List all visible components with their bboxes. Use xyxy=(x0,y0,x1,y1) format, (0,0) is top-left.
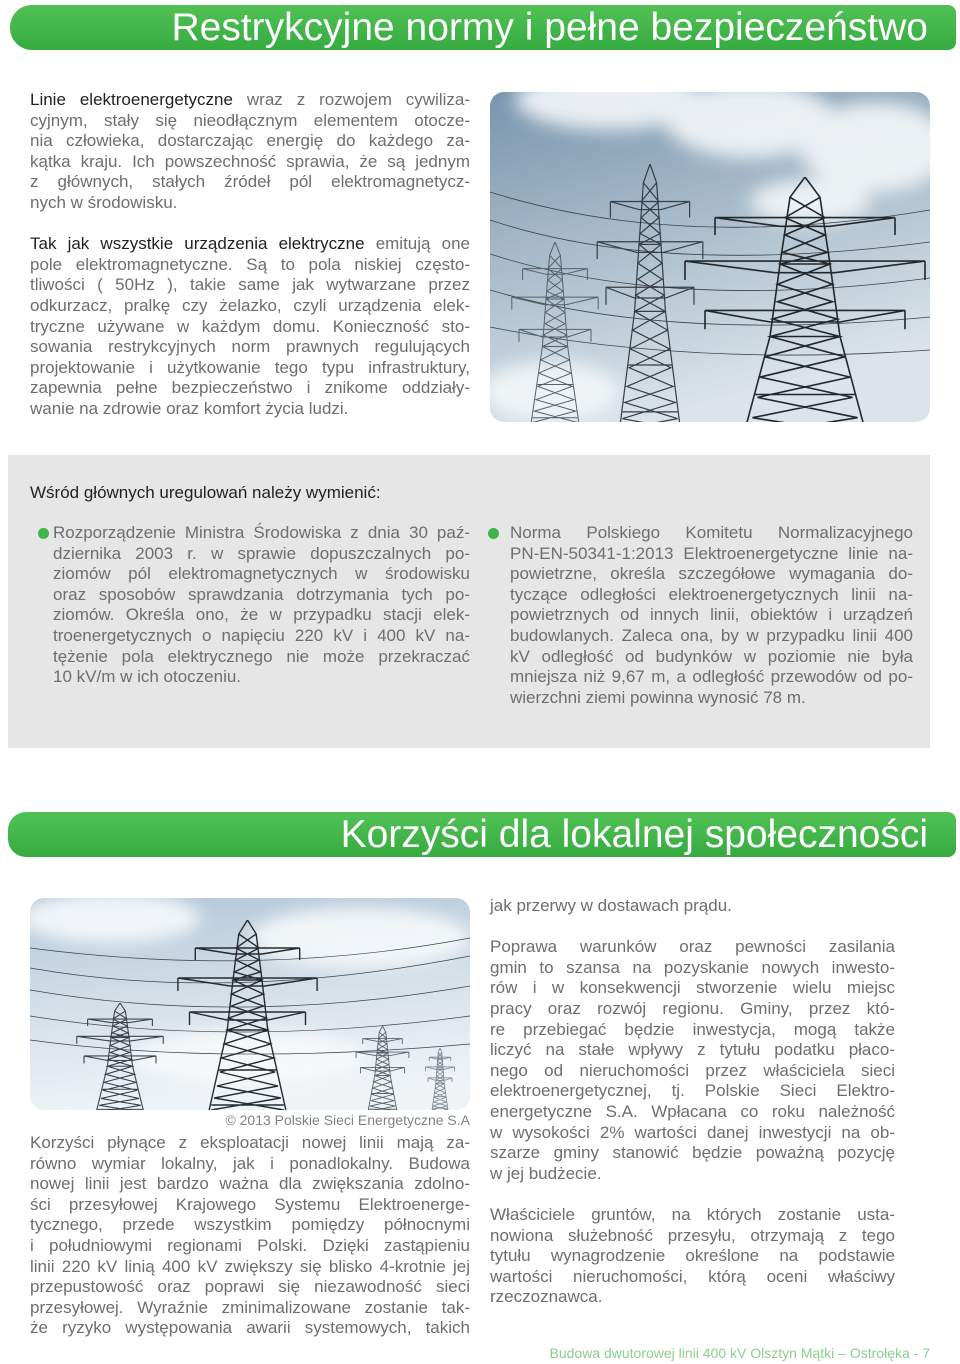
text-line: oraz sposobów sprawdzania dotrzymania tych po- xyxy=(53,584,470,604)
text-line xyxy=(30,90,470,111)
power-pylons-image xyxy=(30,898,470,1110)
text-line: rzeczoznawca. xyxy=(490,1287,603,1307)
text-line: troenergetycznych o napięciu 220 kV i 400 kV na- xyxy=(53,625,470,645)
section-title-bar xyxy=(10,5,956,50)
text-line: szarze gminy stanowić będzie poważną pozycję xyxy=(490,1143,895,1163)
text-line: tryczne używane w każdym domu. Konieczność sto- xyxy=(30,316,470,336)
paragraph xyxy=(490,1205,895,1308)
photo-caption: © 2013 Polskie Sieci Energetyczne S.A xyxy=(225,1112,470,1128)
section-title: Restrykcyjne normy i pełne bezpieczeństwo xyxy=(171,6,928,49)
paragraph-gap xyxy=(30,214,470,235)
line-text: emitują one xyxy=(375,234,470,254)
text-line: elektroenergetycznej, tj. Polskie Sieci Elektro- xyxy=(490,1081,895,1101)
text-line: pracy oraz rozwój regionu. Gminy, przez któ- xyxy=(490,998,895,1018)
text-line: w jej budżecie. xyxy=(490,1163,602,1183)
text-line: ziomów. Określa ono, że w przypadku stacji elek- xyxy=(53,605,470,625)
text-line: ziomów pól elektromagnetycznych w środowisku xyxy=(53,564,470,584)
text-line: Poprawa warunków oraz pewności zasilania xyxy=(490,937,895,957)
text-line: nowej linii jest bardzo ważna dla zwiększania zdolno- xyxy=(30,1174,470,1194)
text-line: w wysokości 2% wartości danej inwestycji na ob- xyxy=(490,1122,895,1142)
paragraph-gap xyxy=(490,1184,895,1205)
text-line: tytułu wynagrodzenie określone na podstawie xyxy=(490,1246,895,1266)
power-pylons-image xyxy=(490,92,930,422)
text-line: zapewnia pełne bezpieczeństwo i znikome oddziały- xyxy=(30,378,470,398)
text-line: i południowymi regionami Polski. Dzięki zastąpieniu xyxy=(30,1235,470,1255)
paragraph xyxy=(30,90,470,214)
text-line: jak przerwy w dostawach prądu. xyxy=(490,896,732,915)
text-line: odkurzacz, pralkę czy żelazko, czyli urządzenia elek- xyxy=(30,295,470,315)
intro-text xyxy=(30,90,470,420)
text-line: Norma Polskiego Komitetu Normalizacyjnego xyxy=(510,523,913,542)
text-line: nego od nieruchomości przez właściciela sieci xyxy=(490,1060,895,1080)
text-line: budowlanych. Zaleca ona, by w przypadku linii 400 xyxy=(510,625,913,645)
lead-phrase: Linie elektroenergetyczne xyxy=(30,90,233,109)
text-line: Rozporządzenie Ministra Środowiska z dnia 30 paź- xyxy=(53,523,470,542)
text-line: równo wymiar lokalny, jak i ponadlokalny. Budowa xyxy=(30,1153,470,1173)
power-pylons-photo xyxy=(490,92,930,422)
text-line: pole elektromagnetyczne. Są to pola niskiej często- xyxy=(30,254,470,274)
power-pylons-photo xyxy=(30,898,470,1110)
paragraph-gap xyxy=(490,917,895,938)
text-line: tliwości ( 50Hz ), takie same jak wytwarzane przez xyxy=(30,275,470,295)
text-line: nych w środowisku. xyxy=(30,192,178,212)
text-line: projektowanie i użytkowanie tego typu infrastruktury, xyxy=(30,357,470,377)
text-line: że ryzyko występowania awarii systemowych, takich xyxy=(30,1318,470,1338)
regulation-item xyxy=(510,523,913,708)
text-line: przesyłowej. Wyraźnie zminimalizowane zostanie tak- xyxy=(30,1297,470,1317)
text-line: re przebiegać będzie inwestycja, mogą także xyxy=(490,1019,895,1039)
regulations-panel xyxy=(8,455,930,748)
text-line: rów i w konsekwencji stworzenie wielu miejsc xyxy=(490,978,895,998)
benefits-right-text xyxy=(490,896,895,1308)
text-line xyxy=(30,234,470,255)
paragraph xyxy=(490,937,895,1184)
page-footer: Budowa dwutorowej linii 400 kV Olsztyn Mątki – Ostrołęka - 7 xyxy=(549,1345,930,1361)
text-line: gmin to szansa na pozyskanie nowych inwesto- xyxy=(490,957,895,977)
text-line: powietrzne, określa szczegółowe wymagania do- xyxy=(510,564,913,584)
text-line: przepustowość oraz poprawi się niezawodność sieci xyxy=(30,1277,470,1297)
text-line: dziernika 2003 r. w sprawie dopuszczalnych po- xyxy=(53,543,470,563)
text-line: PN-EN-50341-1:2013 Elektroenergetyczne linie na- xyxy=(510,543,913,563)
text-line: kV odległość od budynków w poziomie nie była xyxy=(510,646,913,666)
lead-phrase: Tak jak wszystkie urządzenia elektryczne xyxy=(30,234,365,254)
text-line: tyczące odległości elektroenergetycznych linii na- xyxy=(510,584,913,604)
text-line: powietrznych od innych linii, obiektów i urządzeń xyxy=(510,605,913,625)
text-line: 10 kV/m w ich otoczeniu. xyxy=(53,667,242,687)
paragraph xyxy=(30,234,470,419)
text-line: linii 220 kV linią 400 kV zwiększy się blisko 4-krotnie jej xyxy=(30,1256,470,1276)
text-line: Korzyści płynące z eksploatacji nowej linii mają za- xyxy=(30,1133,470,1152)
text-line: tężenie pola elektrycznego nie może przekraczać xyxy=(53,646,470,666)
text-line: energetyczne S.A. Wpłacana co roku należność xyxy=(490,1101,895,1121)
text-line: wanie na zdrowie oraz komfort życia ludzi. xyxy=(30,398,349,418)
text-line: kątka kraju. Ich powszechność sprawia, że są jednym xyxy=(30,151,470,171)
benefits-left-text xyxy=(30,1133,470,1339)
text-line: cyjnym, stały się nieodłącznym elementem otocze- xyxy=(30,110,470,130)
text-line: ści przesyłowej Krajowego Systemu Elektroenerge- xyxy=(30,1194,470,1214)
text-line: nowiona służebność przesyłu, otrzymają z tego xyxy=(490,1225,895,1245)
text-line: wierzchni ziemi powinna wynosić 78 m. xyxy=(510,687,806,707)
line-text: wraz z rozwojem cywiliza- xyxy=(246,90,470,109)
text-line: nia człowieka, dostarczając energię do każdego za- xyxy=(30,131,470,151)
text-line: tycznego, przede wszystkim pomiędzy północnymi xyxy=(30,1215,470,1235)
section-title-bar xyxy=(8,812,956,857)
panel-heading: Wśród głównych uregulowań należy wymienić: xyxy=(30,483,381,502)
text-line: mniejsza niż 9,67 m, a odległość przewodów od po- xyxy=(510,667,913,687)
text-line: sowania restrykcyjnych norm prawnych regulujących xyxy=(30,337,470,357)
section-title: Korzyści dla lokalnej społeczności xyxy=(340,813,928,856)
text-line: Właściciele gruntów, na których zostanie usta- xyxy=(490,1204,895,1224)
bullet-dot xyxy=(488,528,499,539)
text-line: wartości nieruchomości, którą oceni właściwy xyxy=(490,1266,895,1286)
bullet-dot xyxy=(38,528,49,539)
text-line: z głównych, stałych źródeł pól elektromagnetycz- xyxy=(30,172,470,192)
text-line: liczyć na stałe wpływy z tytułu podatku płaco- xyxy=(490,1040,895,1060)
regulation-item xyxy=(53,523,470,688)
